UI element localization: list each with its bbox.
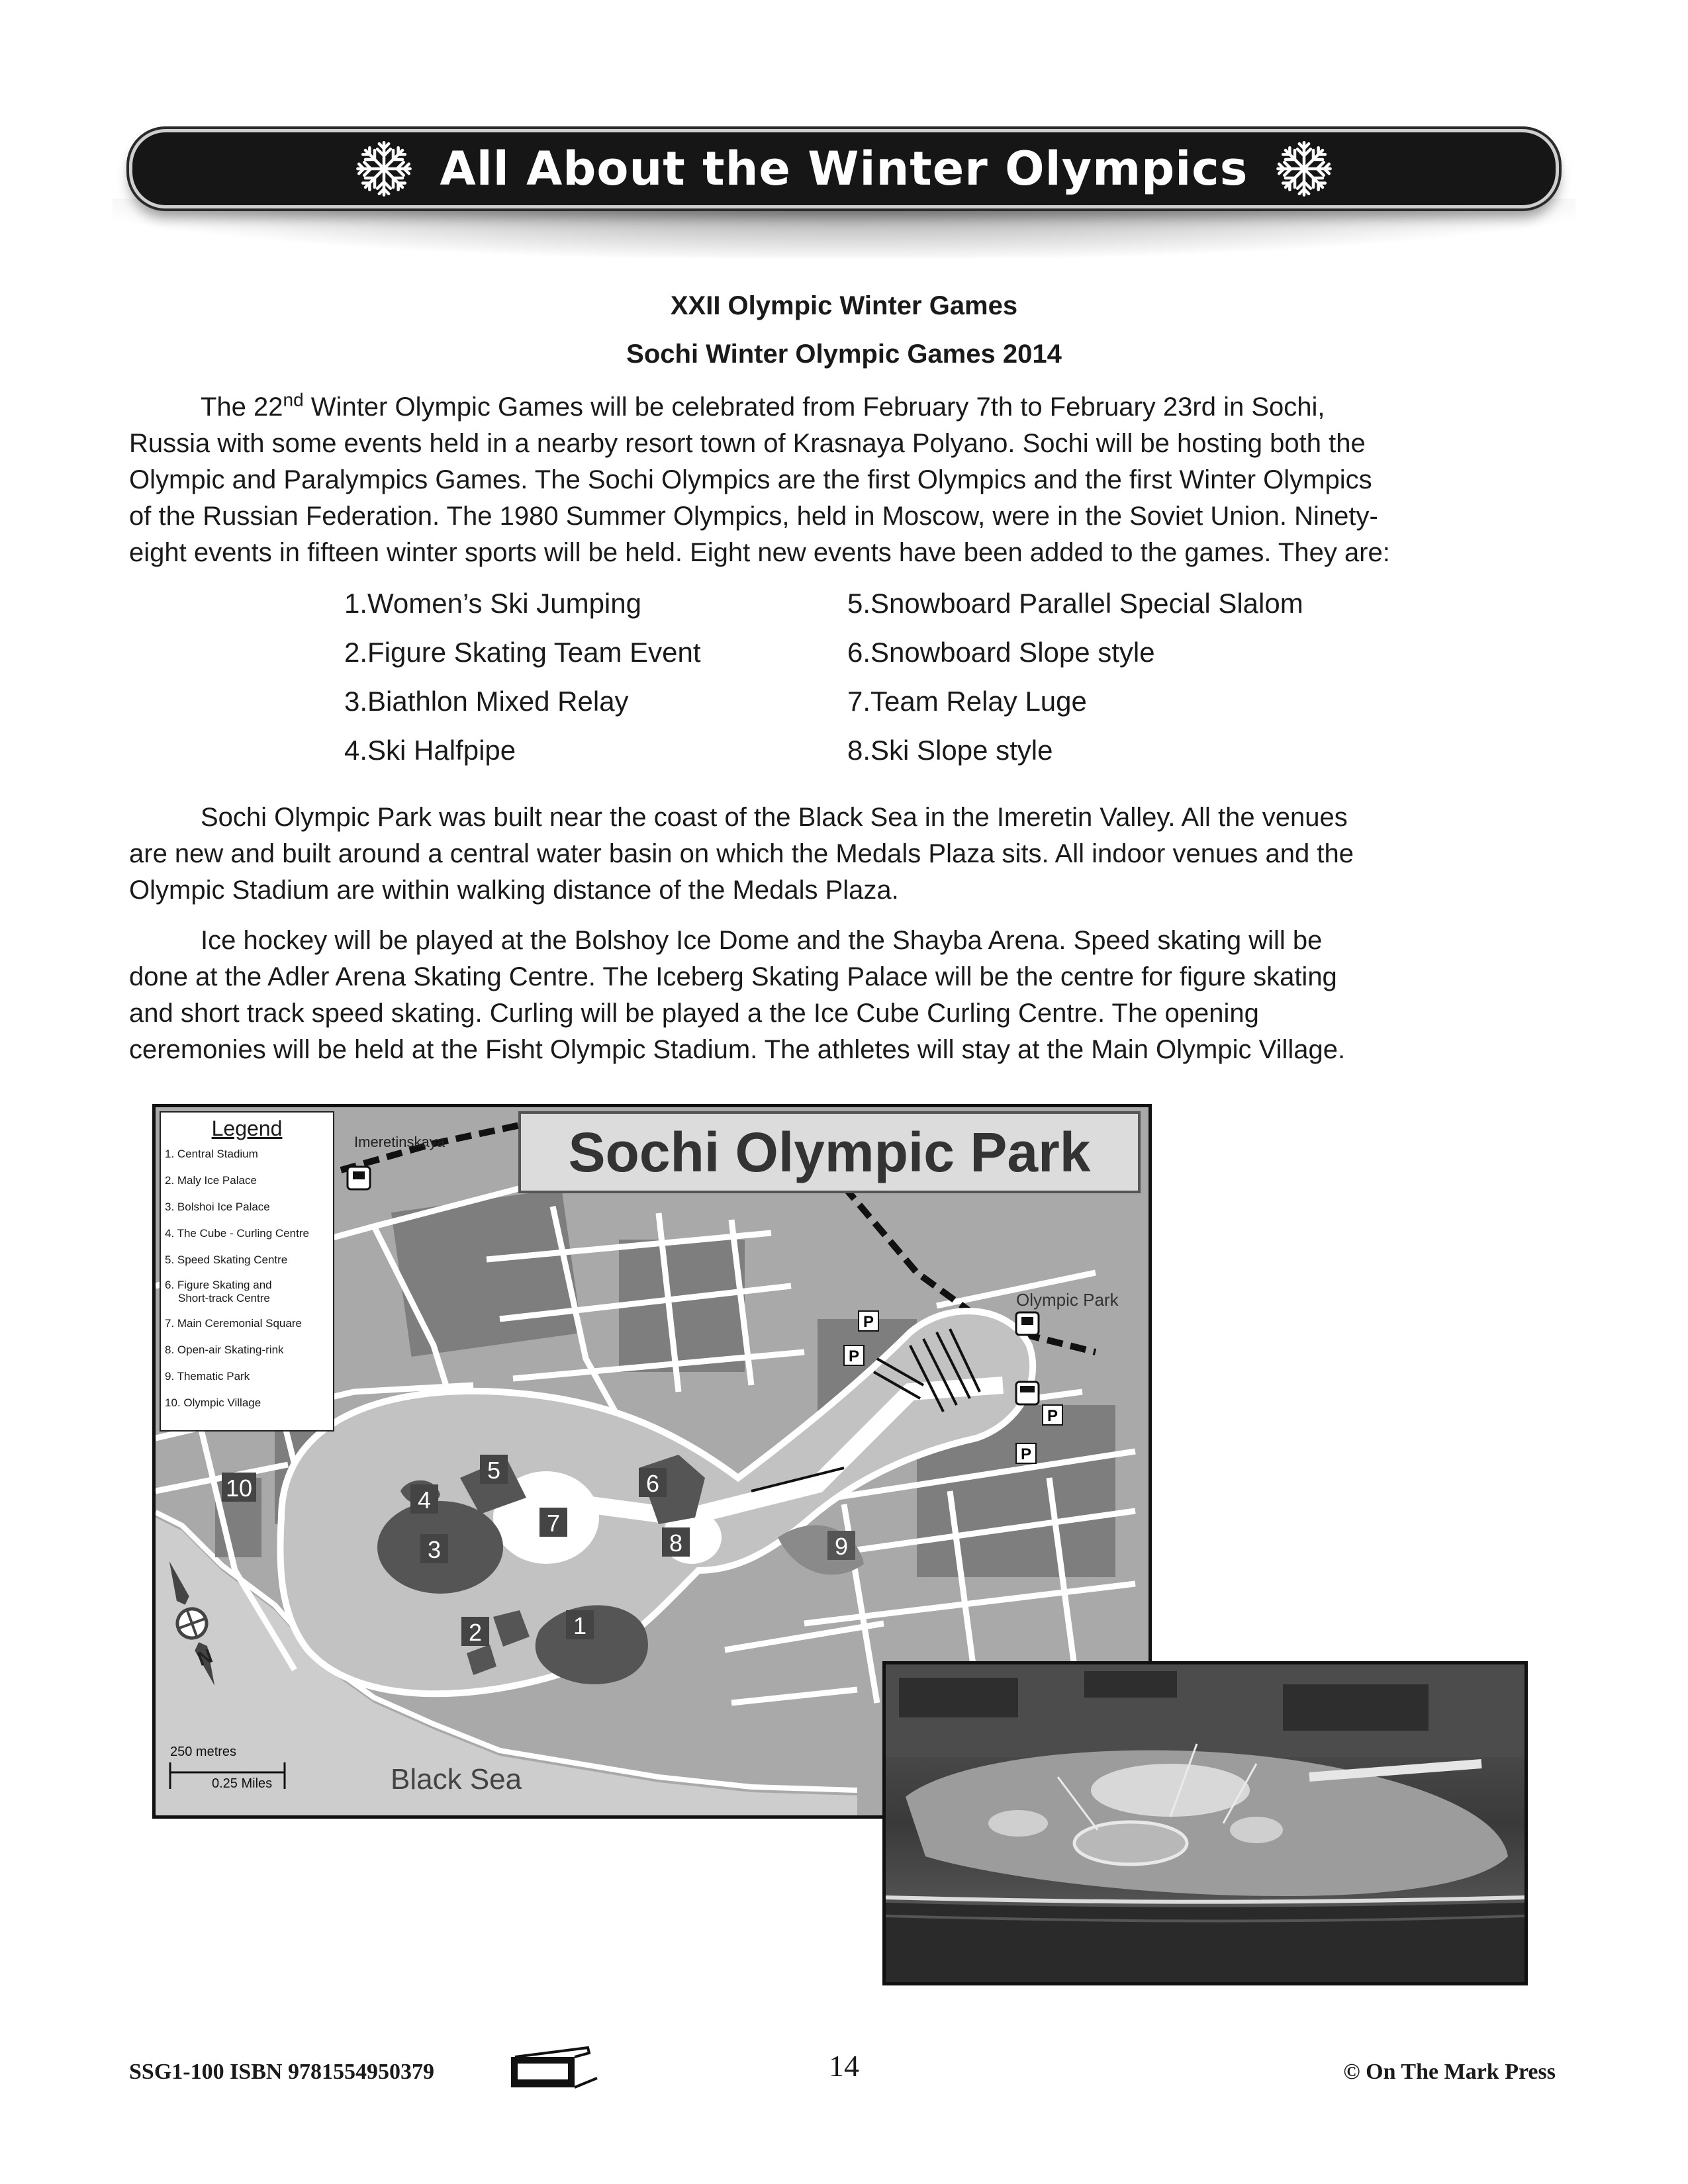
svg-text:P: P	[1047, 1407, 1058, 1425]
footer-isbn: SSG1-100 ISBN 9781554950379	[129, 2060, 434, 2084]
map-title	[518, 1111, 1141, 1193]
svg-text:4: 4	[417, 1486, 432, 1514]
superscript: nd	[283, 389, 304, 410]
section-heading: XXII Olympic Winter Games	[670, 291, 1018, 320]
page-title: All About the Winter Olympics	[440, 142, 1248, 196]
text-line: Russia with some events held in a nearby resort town of Krasnaya Polyano. Sochi will be hosting both the	[129, 429, 1366, 458]
legend-item: 5. Speed Skating Centre	[165, 1253, 288, 1266]
new-events-list	[344, 588, 1403, 784]
svg-text:9: 9	[834, 1533, 849, 1560]
venue-number	[410, 1484, 438, 1514]
legend-item: 2. Maly Ice Palace	[165, 1174, 257, 1187]
text-line: eight events in fifteen winter sports will be held. Eight new events have been added to the games. They are:	[129, 538, 1390, 567]
station-label: Olympic Park	[1016, 1290, 1119, 1310]
legend-item: 1. Central Stadium	[165, 1148, 258, 1160]
section-subheading: Sochi Winter Olympic Games 2014	[626, 340, 1062, 369]
text-line: Sochi Olympic Park was built near the coast of the Black Sea in the Imeretin Valley. All the venues	[201, 803, 1348, 832]
legend-item: 10. Olympic Village	[165, 1396, 261, 1409]
list-item: 2.Figure Skating Team Event	[344, 637, 701, 668]
venue-number	[539, 1508, 567, 1537]
list-item: 8.Ski Slope style	[847, 735, 1053, 766]
svg-text:250 metres: 250 metres	[170, 1745, 237, 1759]
text-run: Winter Olympic Games will be celebrated from February 7th to February 23rd in Sochi,	[303, 392, 1325, 422]
bus-icon	[1016, 1382, 1039, 1404]
svg-text:0.25 Miles: 0.25 Miles	[212, 1776, 273, 1791]
list-item: 6.Snowboard Slope style	[847, 637, 1155, 668]
station-label: Imeretinskaya	[354, 1134, 445, 1150]
text-line: and short track speed skating. Curling will be played a the Ice Cube Curling Centre. The opening	[129, 999, 1259, 1028]
parking-sign	[844, 1345, 864, 1365]
svg-text:5: 5	[487, 1457, 501, 1484]
list-item: 1.Women’s Ski Jumping	[344, 588, 641, 619]
venue-number	[639, 1468, 667, 1497]
list-item: 7.Team Relay Luge	[847, 686, 1087, 717]
text-line: Olympic Stadium are within walking distance of the Medals Plaza.	[129, 876, 899, 905]
venue-number	[222, 1473, 256, 1502]
map-legend	[160, 1111, 334, 1432]
parking-sign	[1016, 1443, 1036, 1463]
legend-item: 3. Bolshoi Ice Palace	[165, 1201, 270, 1213]
svg-text:N: N	[194, 1645, 216, 1671]
text-line: done at the Adler Arena Skating Centre. The Iceberg Skating Palace will be the centre for figure skating	[129, 962, 1337, 991]
parking-sign	[1043, 1405, 1062, 1425]
svg-text:P: P	[863, 1313, 874, 1331]
venue-number	[566, 1610, 594, 1639]
svg-text:8: 8	[669, 1529, 683, 1557]
book-icon	[508, 2045, 601, 2091]
text-line: are new and built around a central water basin on which the Medals Plaza sits. All indoor venues and the	[129, 839, 1354, 868]
venue-number	[461, 1617, 489, 1646]
text-line: of the Russian Federation. The 1980 Summer Olympics, held in Moscow, were in the Soviet Union. Ninety-	[129, 502, 1378, 531]
venue-number	[662, 1527, 690, 1557]
legend-item: 4. The Cube - Curling Centre	[165, 1227, 309, 1240]
venue-number	[827, 1531, 855, 1560]
svg-text:3: 3	[427, 1536, 442, 1563]
park-paragraph	[129, 799, 1562, 909]
footer-copyright: © On The Mark Press	[1343, 2060, 1556, 2084]
snowflake-icon	[1274, 139, 1334, 199]
list-item: 3.Biathlon Mixed Relay	[344, 686, 629, 717]
svg-text:P: P	[848, 1347, 860, 1365]
text-line: Olympic and Paralympics Games. The Sochi Olympics are the first Olympics and the first Winter Olympics	[129, 465, 1372, 494]
text-line: ceremonies will be held at the Fisht Olympic Stadium. The athletes will stay at the Main Olympic Village.	[129, 1035, 1346, 1064]
aerial-photo	[882, 1661, 1528, 1985]
title-banner	[129, 129, 1559, 208]
svg-text:6: 6	[645, 1470, 660, 1497]
text-run: The 22	[201, 392, 283, 422]
svg-text:1: 1	[573, 1612, 587, 1639]
list-item: 5.Snowboard Parallel Special Slalom	[847, 588, 1303, 619]
svg-text:2: 2	[468, 1619, 483, 1646]
snowflake-icon	[354, 139, 414, 199]
legend-item: Short-track Centre	[178, 1292, 270, 1304]
venues-paragraph	[129, 923, 1562, 1068]
list-item: 4.Ski Halfpipe	[344, 735, 516, 766]
legend-item: 9. Thematic Park	[165, 1370, 250, 1383]
page-number: 14	[829, 2049, 859, 2083]
train-icon	[348, 1167, 370, 1189]
svg-text:P: P	[1020, 1445, 1032, 1463]
legend-item: 8. Open-air Skating-rink	[165, 1343, 284, 1356]
sea-label: Black Sea	[391, 1763, 522, 1796]
legend-item: 6. Figure Skating and	[165, 1279, 272, 1291]
venue-number	[480, 1455, 508, 1484]
legend-title: Legend	[211, 1116, 283, 1140]
parking-sign	[859, 1311, 878, 1331]
train-icon	[1016, 1312, 1039, 1335]
intro-paragraph	[129, 389, 1562, 571]
venue-number	[420, 1534, 448, 1563]
legend-item: 7. Main Ceremonial Square	[165, 1317, 302, 1330]
svg-text:10: 10	[225, 1475, 253, 1502]
svg-text:7: 7	[546, 1510, 561, 1537]
text-line: Ice hockey will be played at the Bolshoy Ice Dome and the Shayba Arena. Speed skating will be	[201, 926, 1323, 955]
map-title-text: Sochi Olympic Park	[568, 1120, 1091, 1183]
